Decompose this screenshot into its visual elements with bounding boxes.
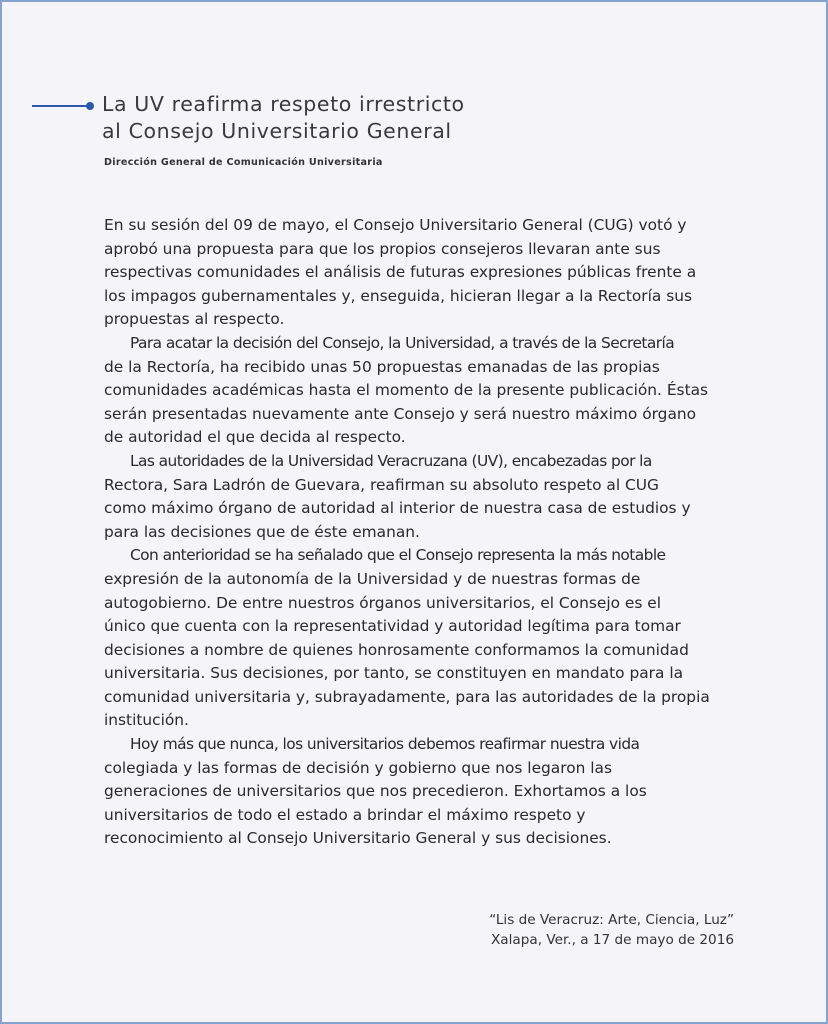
body-line: comunidad universitaria y, subrayadamente, para las autoridades de la propia (104, 687, 710, 706)
article-byline: Dirección General de Comunicación Universitaria (104, 157, 383, 168)
body-line: comunidades académicas hasta el momento de la presente publicación. Éstas (104, 381, 709, 400)
paragraph-2 (104, 332, 744, 450)
body-line: institución. (104, 711, 189, 730)
body-line: Con anterioridad se ha señalado que el Consejo representa la más notable (130, 546, 666, 565)
body-line: generaciones de universitarios que nos precedieron. Exhortamos a los (104, 782, 647, 801)
body-line: decisiones a nombre de quienes honrosamente conformamos la comunidad (104, 640, 689, 659)
place-and-date: Xalapa, Ver., a 17 de mayo de 2016 (490, 932, 734, 948)
body-line: serán presentadas nuevamente ante Consejo y será nuestro máximo órgano (104, 404, 697, 423)
body-line: universitarios de todo el estado a brindar el máximo respeto y (104, 805, 586, 824)
body-line: Para acatar la decisión del Consejo, la Universidad, a través de la Secretaría (130, 333, 675, 352)
body-line: de autoridad el que decida al respecto. (104, 428, 406, 447)
body-line: Hoy más que nunca, los universitarios debemos reafirmar nuestra vida (130, 735, 640, 754)
article-title-line-2: al Consejo Universitario General (102, 119, 452, 143)
body-line: respectivas comunidades el análisis de futuras expresiones públicas frente a (104, 263, 697, 282)
body-line: universitaria. Sus decisiones, por tanto, se constituyen en mandato para la (104, 664, 684, 683)
body-line: colegiada y las formas de decisión y gobierno que nos legaron las (104, 758, 613, 777)
body-line: En su sesión del 09 de mayo, el Consejo Universitario General (CUG) votó y (104, 216, 687, 234)
paragraph-5 (104, 733, 744, 851)
body-line: aprobó una propuesta para que los propios consejeros llevaran ante sus (104, 239, 661, 258)
body-line: de la Rectoría, ha recibido unas 50 propuestas emanadas de las propias (104, 357, 660, 376)
body-line: Las autoridades de la Universidad Veracruzana (UV), encabezadas por la (130, 451, 652, 470)
body-line: expresión de la autonomía de la Universidad y de nuestras formas de (104, 569, 641, 588)
body-line: Rectora, Sara Ladrón de Guevara, reafirman su absoluto respeto al CUG (104, 475, 659, 494)
body-line: los impagos gubernamentales y, enseguida, hicieran llegar a la Rectoría sus (104, 286, 693, 305)
body-line: único que cuenta con la representatividad y autoridad legítima para tomar (104, 617, 681, 636)
body-line: para las decisiones que de éste emanan. (104, 522, 420, 541)
closing-signature (489, 910, 734, 950)
article-title (102, 91, 465, 145)
paragraph-1 (104, 214, 744, 332)
paragraph-3 (104, 450, 744, 544)
paragraph-4 (104, 544, 744, 733)
body-line: como máximo órgano de autoridad al interior de nuestra casa de estudios y (104, 499, 691, 518)
title-accent-dot (86, 102, 94, 110)
body-line: reconocimiento al Consejo Universitario General y sus decisiones. (104, 829, 612, 848)
article-title-line-1: La UV reafirma respeto irrestricto (102, 92, 465, 116)
institutional-motto: “Lis de Veracruz: Arte, Ciencia, Luz” (489, 912, 734, 928)
body-line: autogobierno. De entre nuestros órganos universitarios, el Consejo es el (104, 593, 662, 612)
article-body (104, 214, 744, 851)
title-accent-line (32, 105, 88, 107)
body-line: propuestas al respecto. (104, 310, 285, 329)
